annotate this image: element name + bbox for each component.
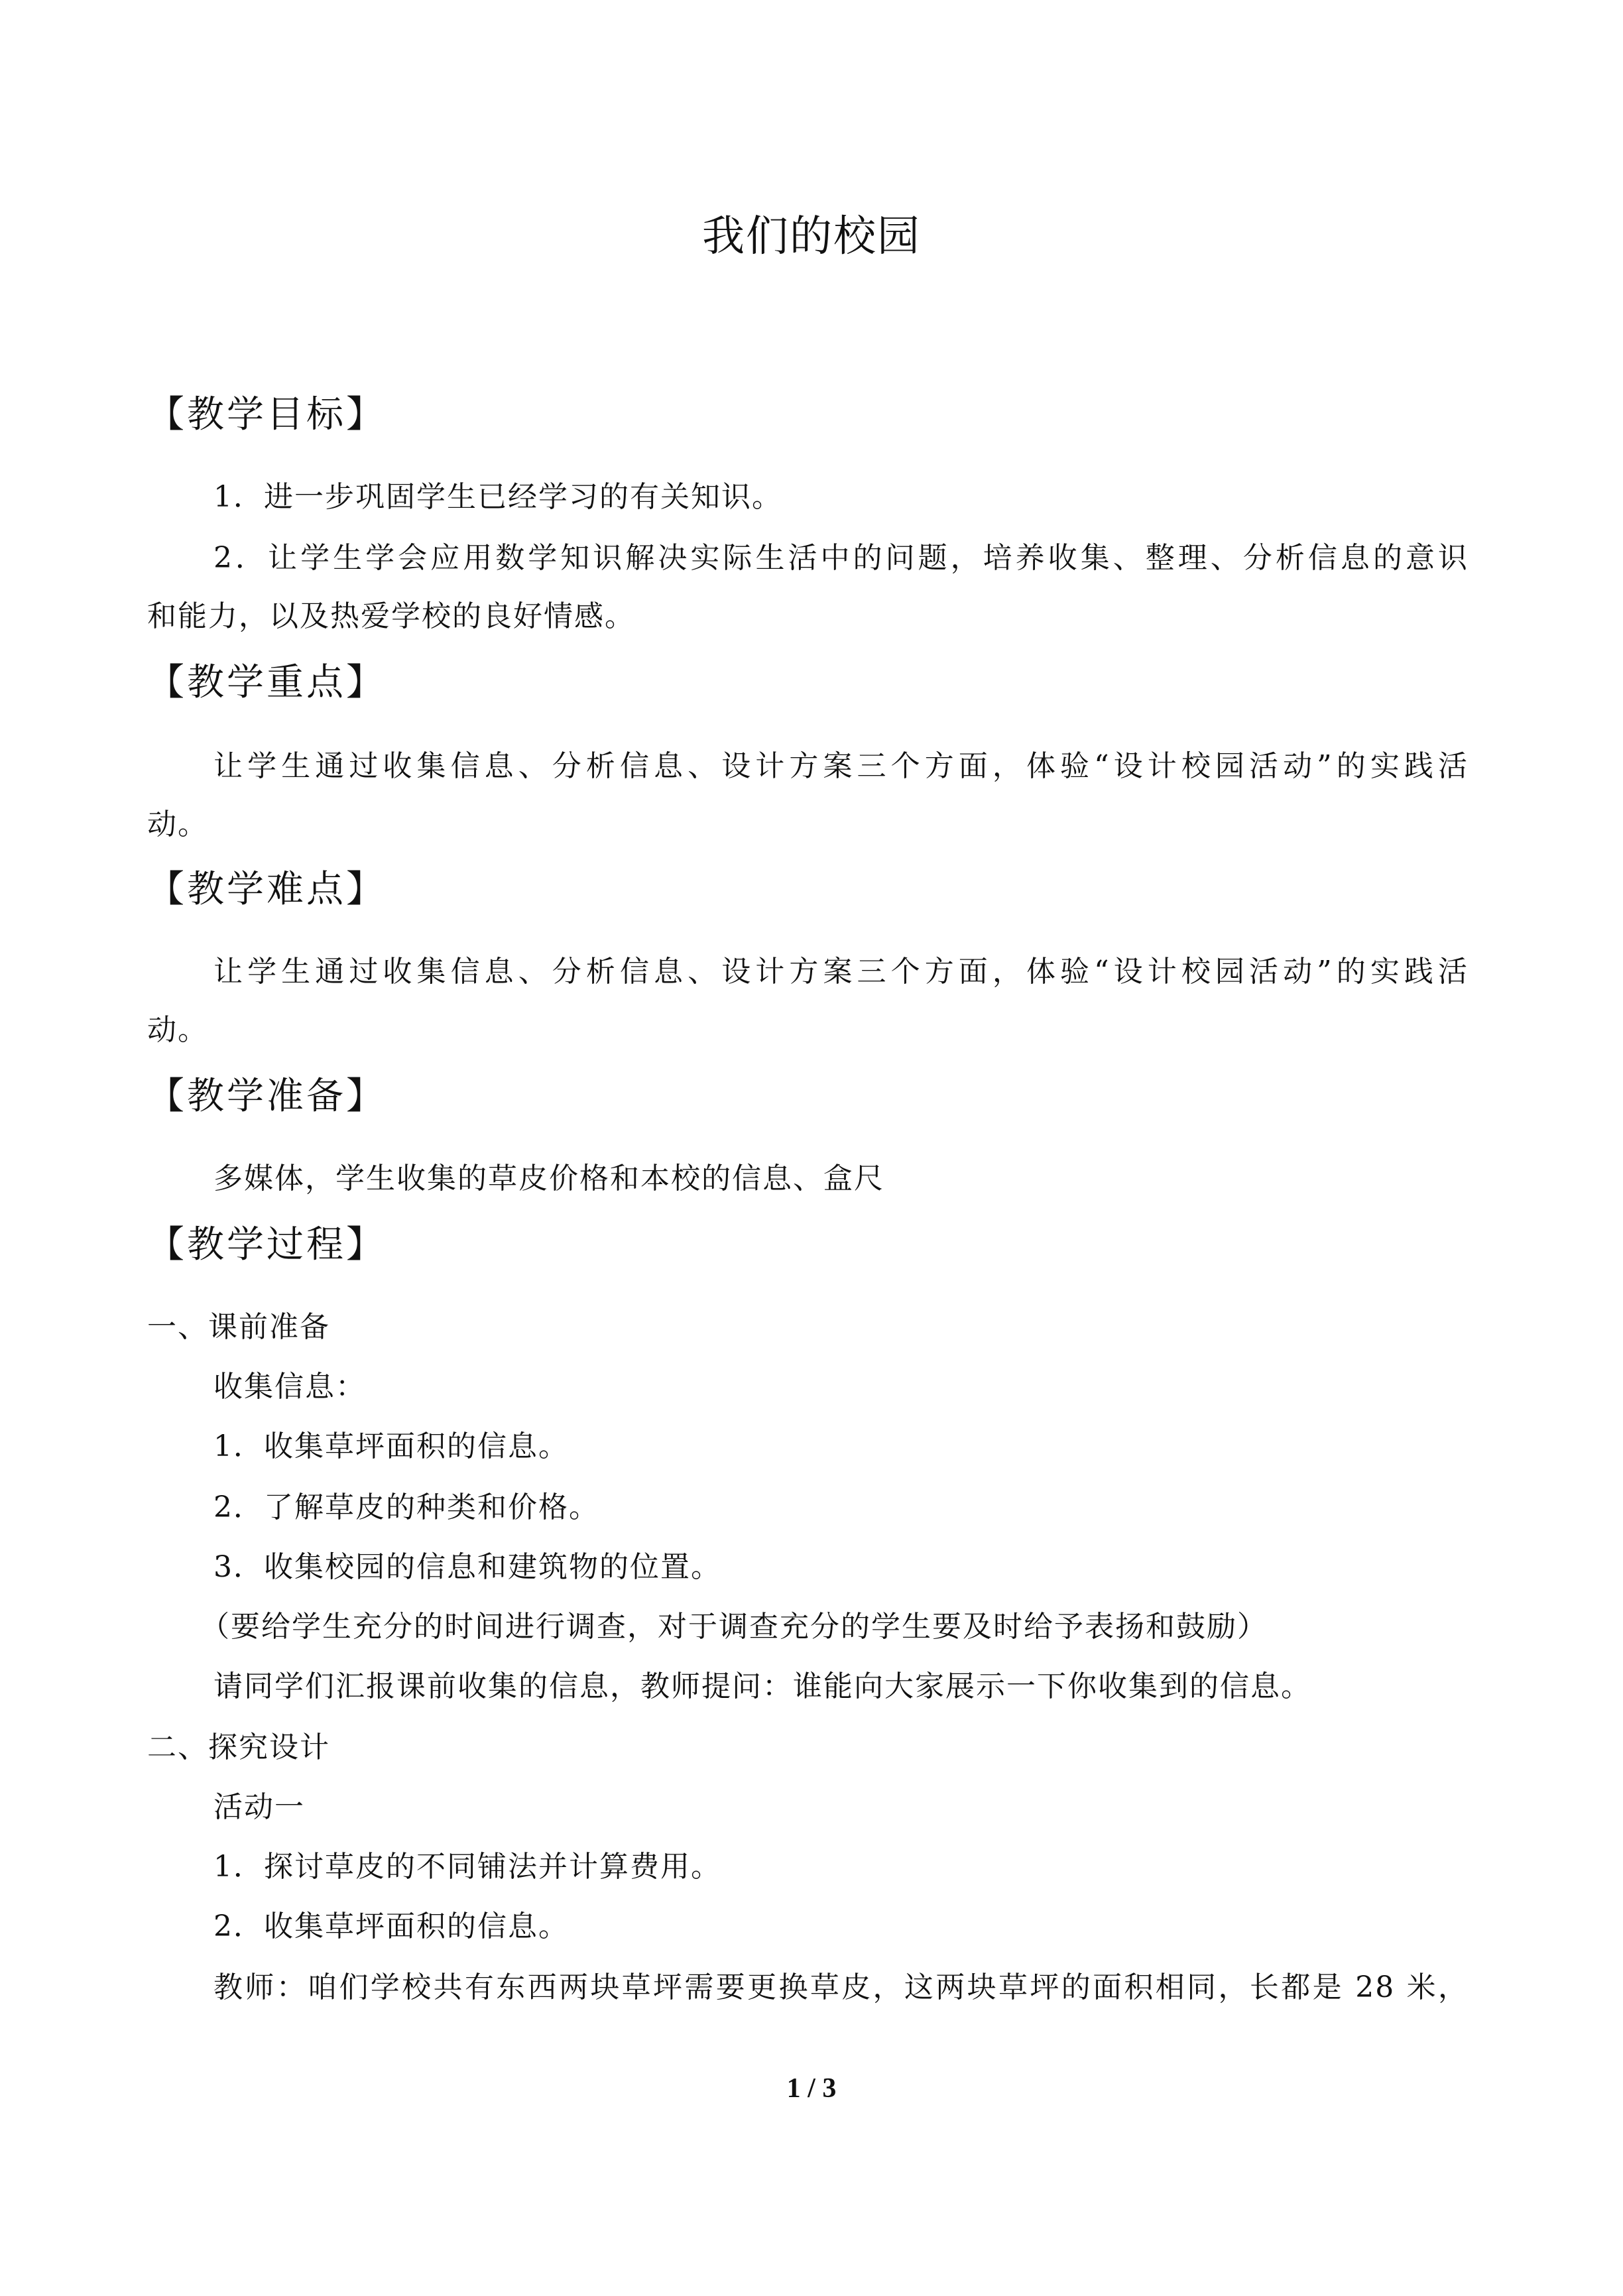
collect-item-2: 2．了解草皮的种类和价格。 bbox=[213, 1490, 599, 1524]
collect-item-3: 3．收集校园的信息和建筑物的位置。 bbox=[213, 1550, 721, 1584]
teacher-line: 教师：咱们学校共有东西两块草坪需要更换草皮，这两块草坪的面积相同，长都是 28 米， bbox=[213, 1970, 1469, 2004]
objective-item-2-line-1: 2．让学生学会应用数学知识解决实际生活中的问题，培养收集、整理、分析信息的意识 bbox=[213, 541, 1469, 575]
collect-item-1: 1．收集草坪面积的信息。 bbox=[213, 1429, 569, 1463]
activity-item-2: 2．收集草坪面积的信息。 bbox=[213, 1909, 569, 1943]
collect-info-label: 收集信息： bbox=[213, 1370, 366, 1404]
page-number: 1 / 3 bbox=[786, 2073, 837, 2104]
difficulties-line-1: 让学生通过收集信息、分析信息、设计方案三个方面，体验“设计校园活动”的实践活 bbox=[213, 955, 1469, 989]
activity-1-label: 活动一 bbox=[213, 1790, 305, 1824]
document-title: 我们的校园 bbox=[702, 212, 921, 261]
process-note: （要给学生充分的时间进行调查，对于调查充分的学生要及时给予表扬和鼓励） bbox=[200, 1610, 1268, 1644]
heading-key-points: 【教学重点】 bbox=[147, 661, 386, 704]
heading-process: 【教学过程】 bbox=[147, 1223, 386, 1266]
key-points-line-1: 让学生通过收集信息、分析信息、设计方案三个方面，体验“设计校园活动”的实践活 bbox=[213, 749, 1469, 783]
difficulties-line-2: 动。 bbox=[147, 1013, 208, 1047]
activity-item-1: 1．探讨草皮的不同铺法并计算费用。 bbox=[213, 1850, 721, 1884]
key-points-line-2: 动。 bbox=[147, 808, 208, 841]
process-part-1-title: 一、课前准备 bbox=[147, 1310, 330, 1344]
heading-preparation: 【教学准备】 bbox=[147, 1075, 386, 1118]
objective-item-2-line-2: 和能力，以及热爱学校的良好情感。 bbox=[147, 599, 635, 633]
report-line: 请同学们汇报课前收集的信息，教师提问：谁能向大家展示一下你收集到的信息。 bbox=[213, 1669, 1311, 1703]
preparation-line-1: 多媒体，学生收集的草皮价格和本校的信息、盒尺 bbox=[213, 1162, 884, 1195]
objective-item-1: 1．进一步巩固学生已经学习的有关知识。 bbox=[213, 480, 782, 514]
heading-difficulties: 【教学难点】 bbox=[147, 868, 386, 911]
heading-objectives: 【教学目标】 bbox=[147, 393, 386, 436]
process-part-2-title: 二、探究设计 bbox=[147, 1730, 330, 1764]
